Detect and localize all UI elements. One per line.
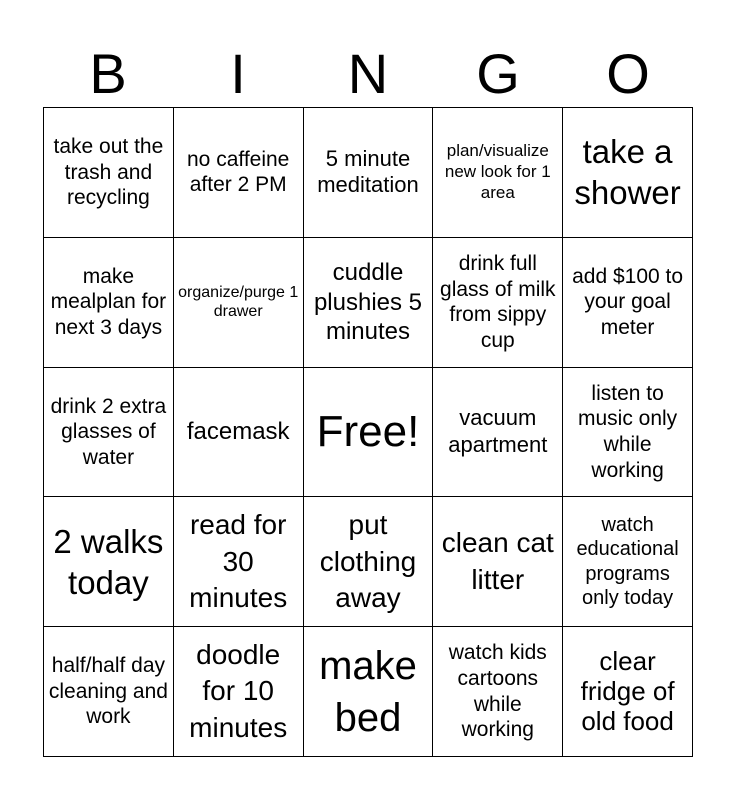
- bingo-cell[interactable]: cuddle plushies 5 minutes: [304, 238, 434, 368]
- bingo-cell[interactable]: make bed: [304, 627, 434, 757]
- header-letter-n: N: [347, 42, 389, 105]
- bingo-grid: [43, 107, 693, 757]
- bingo-cell[interactable]: organize/purge 1 drawer: [174, 238, 304, 368]
- bingo-cell[interactable]: listen to music only while working: [563, 368, 693, 498]
- bingo-cell[interactable]: watch educational programs only today: [563, 497, 693, 627]
- bingo-cell[interactable]: clear fridge of old food: [563, 627, 693, 757]
- bingo-cell[interactable]: plan/visualize new look for 1 area: [433, 108, 563, 238]
- bingo-cell[interactable]: half/half day cleaning and work: [44, 627, 174, 757]
- bingo-cell[interactable]: doodle for 10 minutes: [174, 627, 304, 757]
- bingo-cell[interactable]: drink full glass of milk from sippy cup: [433, 238, 563, 368]
- bingo-cell[interactable]: read for 30 minutes: [174, 497, 304, 627]
- bingo-cell[interactable]: take out the trash and recycling: [44, 108, 174, 238]
- bingo-cell[interactable]: vacuum apartment: [433, 368, 563, 498]
- bingo-cell[interactable]: take a shower: [563, 108, 693, 238]
- header-letter-g: G: [476, 42, 520, 105]
- bingo-cell[interactable]: 2 walks today: [44, 497, 174, 627]
- bingo-cell[interactable]: facemask: [174, 368, 304, 498]
- bingo-cell[interactable]: no caffeine after 2 PM: [174, 108, 304, 238]
- bingo-cell[interactable]: clean cat litter: [433, 497, 563, 627]
- bingo-cell[interactable]: drink 2 extra glasses of water: [44, 368, 174, 498]
- header-letter-o: O: [606, 42, 650, 105]
- header-letter-i: I: [230, 42, 246, 105]
- bingo-cell[interactable]: watch kids cartoons while working: [433, 627, 563, 757]
- bingo-header: [43, 40, 693, 108]
- bingo-cell[interactable]: put clothing away: [304, 497, 434, 627]
- header-letter-b: B: [89, 42, 127, 105]
- bingo-cell[interactable]: make mealplan for next 3 days: [44, 238, 174, 368]
- bingo-cell[interactable]: 5 minute meditation: [304, 108, 434, 238]
- bingo-cell[interactable]: add $100 to your goal meter: [563, 238, 693, 368]
- free-space[interactable]: Free!: [304, 368, 434, 498]
